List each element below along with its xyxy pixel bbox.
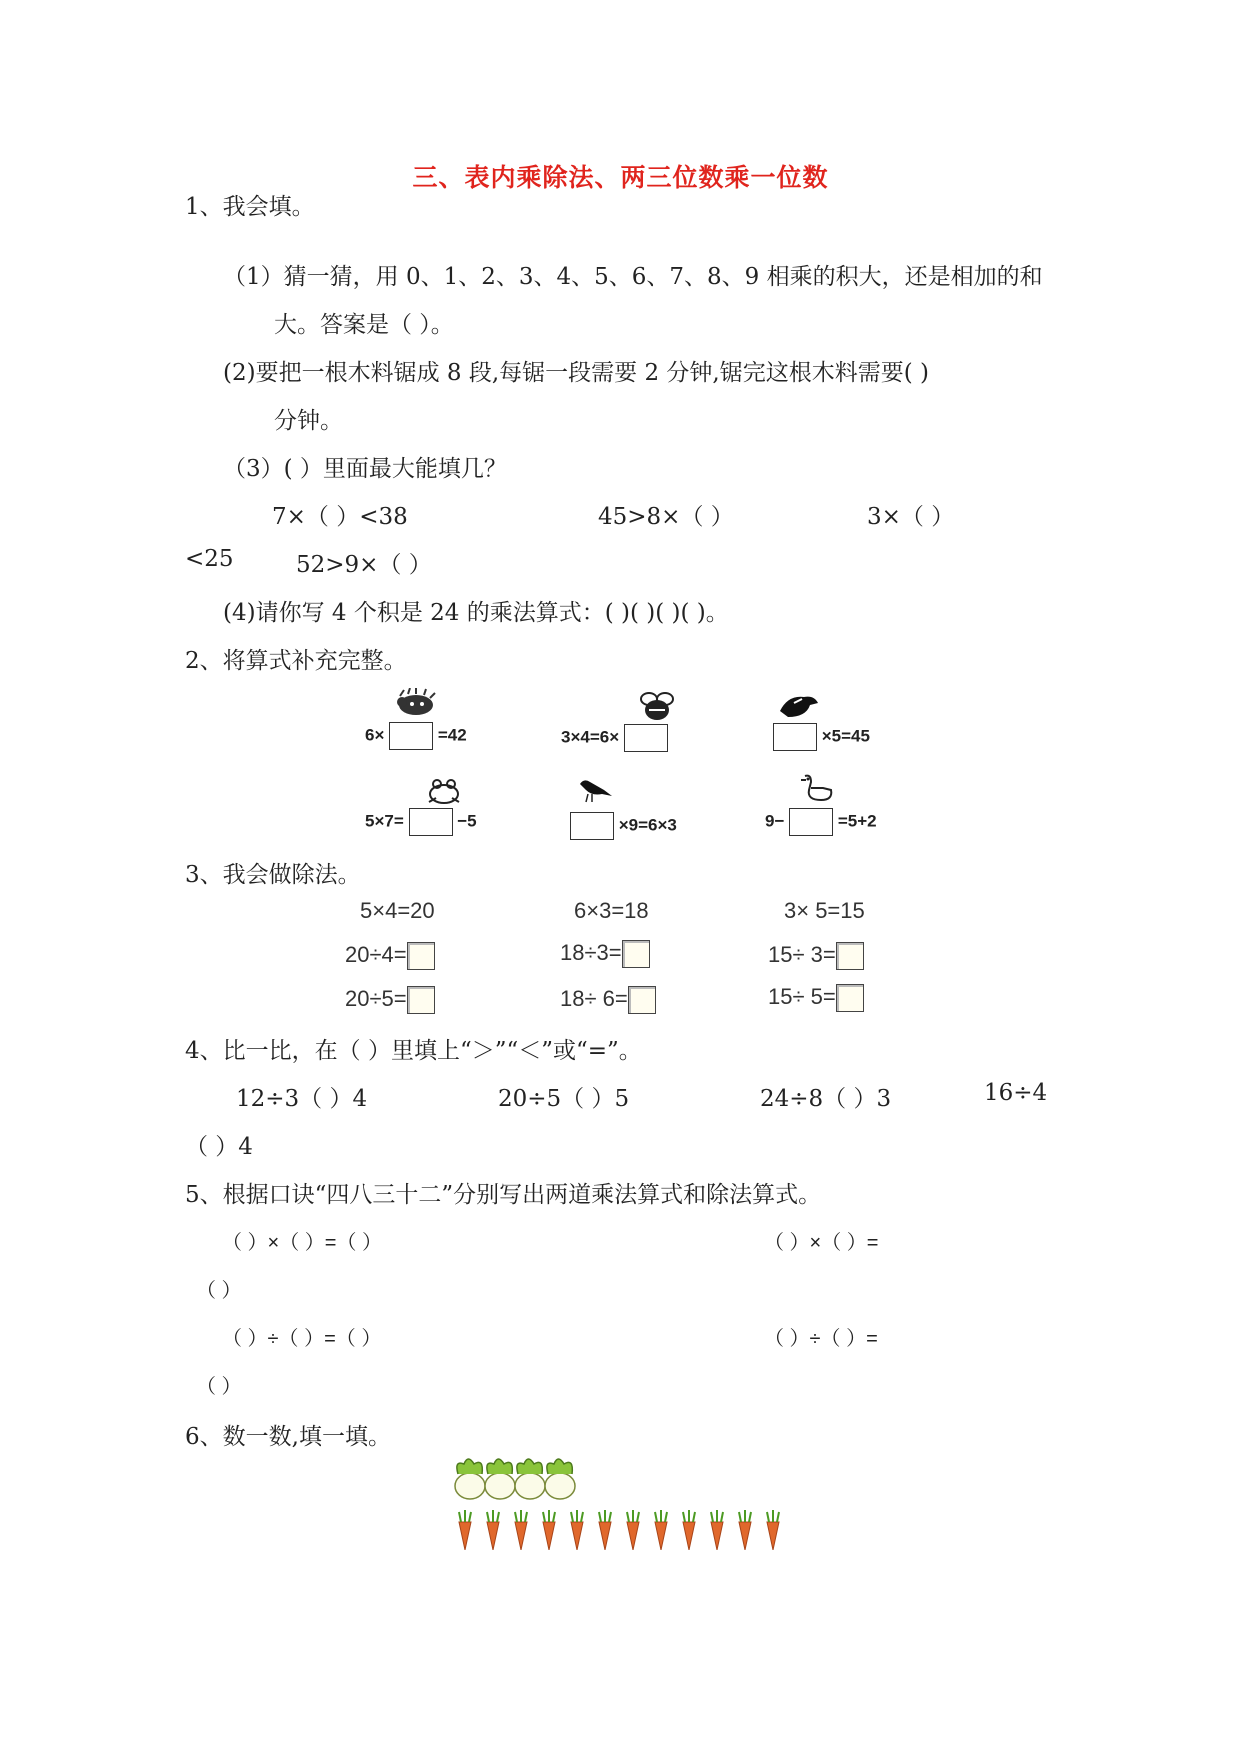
q1-part3-a: 7×（ ）<38 — [272, 504, 408, 530]
carrot-icon — [739, 1522, 751, 1550]
q3-col3-div2: 15÷ 5= — [768, 984, 836, 1009]
q2-eq3-right: ×5=45 — [821, 726, 870, 746]
q3-col1-fact: 5×4=20 — [360, 898, 435, 923]
q2-eq4-right: −5 — [457, 811, 477, 831]
q5-division-2-end: （ ） — [196, 1376, 242, 1398]
q5-multiplication-1: （ ）×（ ）=（ ） — [222, 1232, 383, 1254]
q5-heading: 5、根据口诀“四八三十二”分别写出两道乘法算式和除法算式。 — [185, 1182, 822, 1208]
q4-compare-c: 24÷8（ ）3 — [760, 1086, 892, 1112]
q3-col3-div1: 15÷ 3= — [768, 942, 836, 967]
carrot-icon — [543, 1522, 555, 1550]
q3-col1-div1: 20÷4= — [345, 942, 407, 967]
q2-eq3-answer-box[interactable] — [773, 723, 817, 751]
radish-icon — [515, 1459, 545, 1499]
carrot-icon — [599, 1522, 611, 1550]
radish-icon — [545, 1459, 575, 1499]
q2-eq5-right: ×9=6×3 — [618, 815, 677, 835]
q1-part3-c: 3×（ ） — [867, 504, 955, 530]
q1-part2-line1: (2)要把一根木料锯成 8 段,每锯一段需要 2 分钟,锯完这根木料需要( ) — [223, 360, 929, 386]
q2-eq1-answer-box[interactable] — [389, 722, 433, 750]
bird-black-icon — [776, 691, 822, 721]
q3-col1-div2: 20÷5= — [345, 986, 407, 1011]
q3-col2-div1-box[interactable] — [622, 940, 650, 968]
q2-eq1-right: =42 — [437, 725, 467, 745]
carrot-icon — [767, 1522, 779, 1550]
q4-compare-a: 12÷3（ ）4 — [236, 1086, 368, 1112]
q1-part1-line1: （1）猜一猜，用 0、1、2、3、4、5、6、7、8、9 相乘的积大，还是相加的和 — [223, 264, 1043, 290]
q1-part2-line2: 分钟。 — [274, 408, 343, 434]
q4-compare-b: 20÷5（ ）5 — [498, 1086, 630, 1112]
q2-eq6-answer-box[interactable] — [789, 808, 833, 836]
q1-part3-d: <25 — [185, 546, 234, 572]
carrot-icon — [459, 1522, 471, 1550]
q5-multiplication-2-end: （ ） — [196, 1280, 242, 1302]
q4-heading: 4、比一比，在（ ）里填上“＞”“＜”或“=”。 — [185, 1038, 642, 1064]
q1-part3-e: 52>9×（ ） — [296, 552, 432, 578]
q4-compare-d: 16÷4 — [984, 1080, 1048, 1106]
q3-col3-div1-box[interactable] — [836, 942, 864, 970]
q5-division-2: （ ）÷（ ）= — [764, 1328, 878, 1350]
q2-eq2-left: 3×4=6× — [561, 727, 620, 747]
carrot-icon — [487, 1522, 499, 1550]
q3-col3-fact: 3× 5=15 — [784, 898, 865, 923]
carrot-icon — [683, 1522, 695, 1550]
carrot-icon — [711, 1522, 723, 1550]
q2-eq1-left: 6× — [365, 725, 385, 745]
magpie-icon — [574, 774, 614, 804]
q1-part3-b: 45>8×（ ） — [598, 504, 734, 530]
hedgehog-icon — [394, 688, 438, 718]
q3-col2-div2-box[interactable] — [628, 986, 656, 1014]
q3-col3-div2-box[interactable] — [836, 984, 864, 1012]
q2-eq5-answer-box[interactable] — [570, 812, 614, 840]
q3-col2-fact: 6×3=18 — [574, 898, 649, 923]
q2-heading: 2、将算式补充完整。 — [185, 648, 407, 674]
q5-multiplication-2: （ ）×（ ）= — [764, 1232, 879, 1254]
q6-heading: 6、数一数,填一填。 — [185, 1424, 391, 1450]
q1-part3-line1: （3）( ）里面最大能填几？ — [223, 456, 507, 482]
carrot-icon — [571, 1522, 583, 1550]
carrot-icon — [515, 1522, 527, 1550]
q3-heading: 3、我会做除法。 — [185, 862, 361, 888]
q4-compare-e: （ ）4 — [185, 1134, 253, 1160]
q2-eq4-answer-box[interactable] — [409, 808, 453, 836]
vegetables-illustration — [450, 1450, 790, 1550]
carrot-icon — [655, 1522, 667, 1550]
q3-col2-div1: 18÷3= — [560, 940, 622, 965]
page-title: 三、表内乘除法、两三位数乘一位数 — [412, 163, 829, 192]
q2-eq6-left: 9− — [765, 811, 785, 831]
radish-icon — [485, 1459, 515, 1499]
q1-part1-line2: 大。答案是（ ）。 — [274, 312, 454, 338]
q3-col1-div1-box[interactable] — [407, 942, 435, 970]
q3-col2-div2: 18÷ 6= — [560, 986, 628, 1011]
q3-col1-div2-box[interactable] — [407, 986, 435, 1014]
carrot-icon — [627, 1522, 639, 1550]
q1-part4: (4)请你写 4 个积是 24 的乘法算式：( )( )( )( )。 — [223, 600, 729, 626]
duck-icon — [797, 772, 837, 806]
q5-division-1: （ ）÷（ ）=（ ） — [222, 1328, 382, 1350]
q2-eq2-answer-box[interactable] — [624, 724, 668, 752]
frog-icon — [426, 776, 462, 806]
bee-icon — [637, 690, 677, 724]
q2-eq4-left: 5×7= — [365, 811, 404, 831]
q1-heading: 1、我会填。 — [185, 194, 315, 220]
radish-icon — [455, 1459, 485, 1499]
q2-eq6-right: =5+2 — [837, 811, 877, 831]
